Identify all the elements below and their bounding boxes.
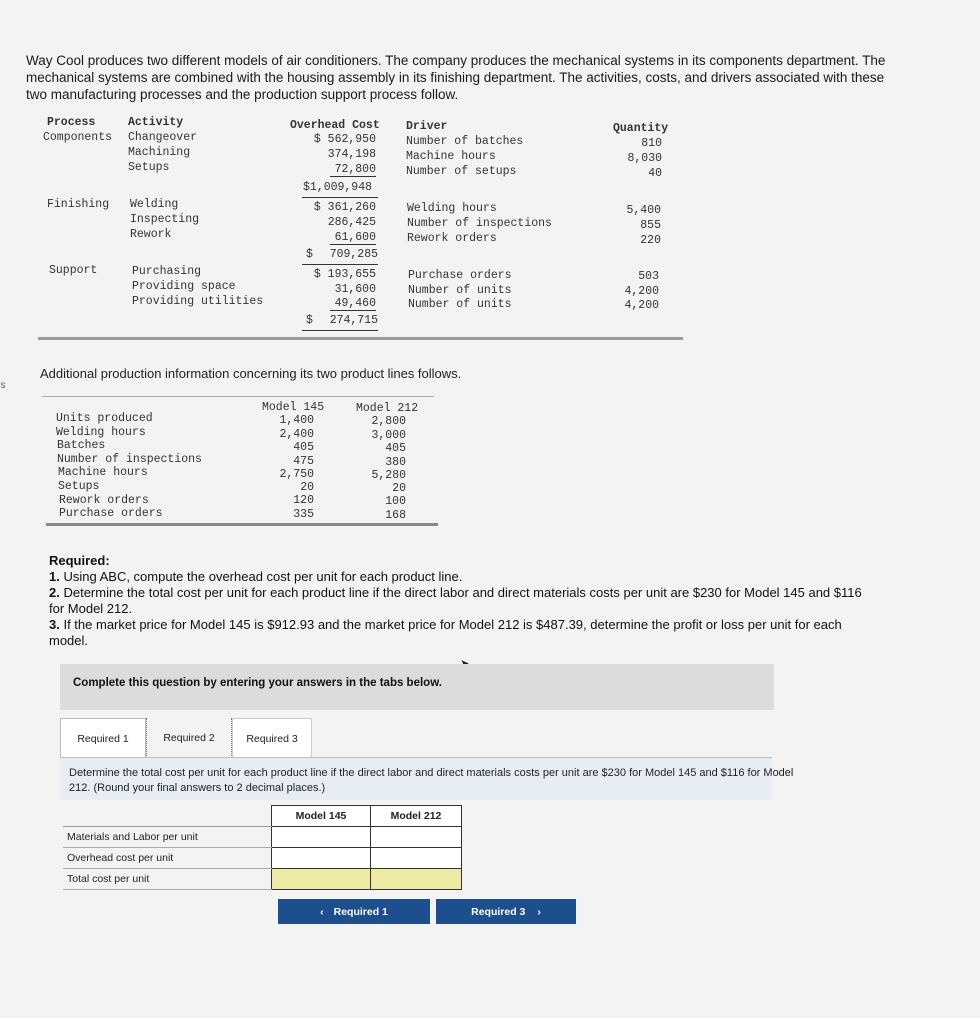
cost-value: 72,800 — [330, 163, 376, 177]
activity-label: Providing utilities — [132, 295, 264, 308]
process-components: Components — [43, 131, 113, 144]
activity-label: Inspecting — [130, 213, 200, 226]
model-145-value: 20 — [300, 481, 314, 494]
instruction-box — [60, 757, 794, 800]
answer-row — [63, 848, 462, 869]
materials-labor-145-input[interactable] — [272, 827, 371, 848]
production-label: Number of inspections — [57, 453, 202, 466]
model-212-value: 2,800 — [371, 415, 406, 428]
item-number: 1. — [49, 569, 60, 584]
driver-label: Number of batches — [406, 135, 524, 148]
tab-required-1[interactable] — [60, 718, 146, 759]
item-text: Using ABC, compute the overhead cost per unit for each product line. — [63, 569, 463, 584]
driver-label: Rework orders — [407, 232, 497, 245]
production-top-rule — [42, 396, 434, 397]
cost-value: $ 193,655 — [313, 268, 376, 281]
answer-row-label: Materials and Labor per unit — [63, 827, 272, 848]
process-finishing: Finishing — [47, 198, 110, 211]
quantity-value: 5,400 — [626, 204, 661, 217]
col-model-145: Model 145 — [262, 401, 325, 414]
activity-label: Providing space — [132, 280, 236, 293]
group-total: $1,009,948 — [303, 181, 373, 194]
cost-value: 374,198 — [327, 148, 376, 161]
model-212-value: 100 — [385, 495, 406, 508]
cost-value: $ 562,950 — [313, 133, 376, 146]
cost-value: $ 361,260 — [313, 201, 376, 214]
tab-label: Required 3 — [246, 733, 298, 745]
production-label: Rework orders — [59, 494, 149, 507]
model-212-value: 405 — [385, 442, 406, 455]
item-text: Determine the total cost per unit for each product line if the direct labor and direct materials costs per unit are $230 for Model 145 and $116 for Model 212. — [49, 585, 862, 616]
driver-label: Number of units — [408, 284, 512, 297]
item-number: 2. — [49, 585, 60, 600]
intro-paragraph: Way Cool produces two different models of air conditioners. The company produces the mechanical systems in its components department. The mechanical systems are combined with the housing assembly in its finishing department. The activities, costs, and drivers associated with these two manufacturing processes and the production support process follow. — [26, 53, 886, 102]
group-total: 274,715 — [329, 314, 378, 327]
driver-label: Machine hours — [406, 150, 496, 163]
driver-label: Number of inspections — [407, 217, 552, 230]
header-driver: Driver — [406, 120, 448, 133]
quantity-value: 503 — [638, 270, 659, 283]
quantity-value: 220 — [640, 234, 661, 247]
prev-required-button[interactable] — [278, 899, 430, 924]
total-dollar: $ — [306, 314, 313, 327]
instruction-text: Determine the total cost per unit for each product line if the direct labor and direct materials costs per unit are $230 for Model 145 and $116 for Model 212. (Round your final answers to 2 decimal places.) — [69, 767, 794, 794]
quantity-value: 810 — [641, 137, 662, 150]
model-145-value: 2,400 — [279, 428, 314, 441]
cost-value: 61,600 — [330, 231, 376, 245]
driver-label: Number of setups — [406, 165, 517, 178]
required-item-1 — [49, 569, 879, 585]
item-text: If the market price for Model 145 is $912.93 and the market price for Model 212 is $487.39, determine the profit or loss per unit for each model. — [49, 617, 842, 648]
model-145-value: 335 — [293, 508, 314, 521]
model-145-value: 2,750 — [279, 468, 314, 481]
activity-label: Machining — [128, 146, 191, 159]
driver-label: Welding hours — [407, 202, 497, 215]
complete-question-text: Complete this question by entering your answers in the tabs below. — [73, 677, 442, 689]
required-item-3 — [49, 617, 879, 649]
model-145-value: 120 — [293, 494, 314, 507]
model-212-value: 5,280 — [371, 469, 406, 482]
quantity-value: 855 — [640, 219, 661, 232]
model-212-value: 3,000 — [371, 429, 406, 442]
driver-label: Purchase orders — [408, 269, 512, 282]
quantity-value: 4,200 — [624, 285, 659, 298]
activity-label: Rework — [130, 228, 172, 241]
total-cost-212-input[interactable] — [371, 869, 462, 890]
prev-label: Required 1 — [333, 905, 388, 918]
model-212-value: 380 — [385, 456, 406, 469]
cost-value: 286,425 — [327, 216, 376, 229]
materials-labor-212-input[interactable] — [371, 827, 462, 848]
model-212-value: 168 — [385, 509, 406, 522]
production-label: Batches — [57, 439, 106, 452]
answer-row-label: Total cost per unit — [63, 869, 272, 890]
chevron-left-icon: ‹ — [320, 905, 324, 918]
header-overhead: Overhead Cost — [290, 119, 380, 132]
group-total: 709,285 — [329, 248, 378, 261]
production-label: Units produced — [56, 412, 153, 425]
process-support: Support — [49, 264, 98, 277]
tab-required-3[interactable] — [232, 718, 312, 760]
answer-col-model-145: Model 145 — [272, 806, 371, 827]
model-212-value: 20 — [392, 482, 406, 495]
required-section — [49, 553, 879, 649]
margin-glyph: s — [0, 381, 7, 392]
tab-required-2[interactable] — [146, 718, 232, 758]
tab-label: Required 1 — [77, 733, 129, 745]
answer-header-row — [63, 806, 462, 827]
cost-value: 31,600 — [334, 283, 376, 296]
activity-label: Welding — [130, 198, 179, 211]
answer-col-model-212: Model 212 — [371, 806, 462, 827]
header-quantity: Quantity — [613, 122, 669, 135]
answer-table — [63, 805, 462, 890]
total-cost-145-input[interactable] — [272, 869, 371, 890]
header-activity: Activity — [128, 116, 184, 129]
quantity-value: 8,030 — [627, 152, 662, 165]
production-label: Welding hours — [56, 426, 146, 439]
next-label: Required 3 — [471, 905, 526, 918]
complete-question-banner — [60, 664, 774, 710]
quantity-value: 4,200 — [624, 299, 659, 312]
production-label: Setups — [58, 480, 100, 493]
col-model-212: Model 212 — [356, 402, 419, 415]
driver-label: Number of units — [408, 298, 512, 311]
overhead-145-input[interactable] — [272, 848, 371, 869]
overhead-212-input[interactable] — [371, 848, 462, 869]
answer-row-label: Overhead cost per unit — [63, 848, 272, 869]
header-process: Process — [47, 116, 96, 129]
additional-info-text: Additional production information concerning its two product lines follows. — [40, 366, 462, 381]
activity-label: Changeover — [128, 131, 198, 144]
total-dollar: $ — [306, 248, 313, 261]
required-item-2 — [49, 585, 879, 617]
model-145-value: 1,400 — [279, 414, 314, 427]
answer-row — [63, 869, 462, 890]
chevron-right-icon: › — [537, 905, 541, 918]
model-145-value: 405 — [293, 441, 314, 454]
activity-label: Setups — [128, 161, 170, 174]
production-label: Purchase orders — [59, 507, 163, 520]
answer-row — [63, 827, 462, 848]
production-label: Machine hours — [58, 466, 148, 479]
next-required-button[interactable] — [436, 899, 576, 924]
production-bottom-rule — [46, 523, 438, 526]
cost-value: 49,460 — [330, 297, 376, 311]
quantity-value: 40 — [648, 167, 662, 180]
answer-header-blank — [63, 806, 272, 827]
activity-label: Purchasing — [132, 265, 202, 278]
required-title: Required: — [49, 553, 110, 568]
model-145-value: 475 — [293, 455, 314, 468]
tab-label: Required 2 — [163, 732, 215, 744]
item-number: 3. — [49, 617, 60, 632]
